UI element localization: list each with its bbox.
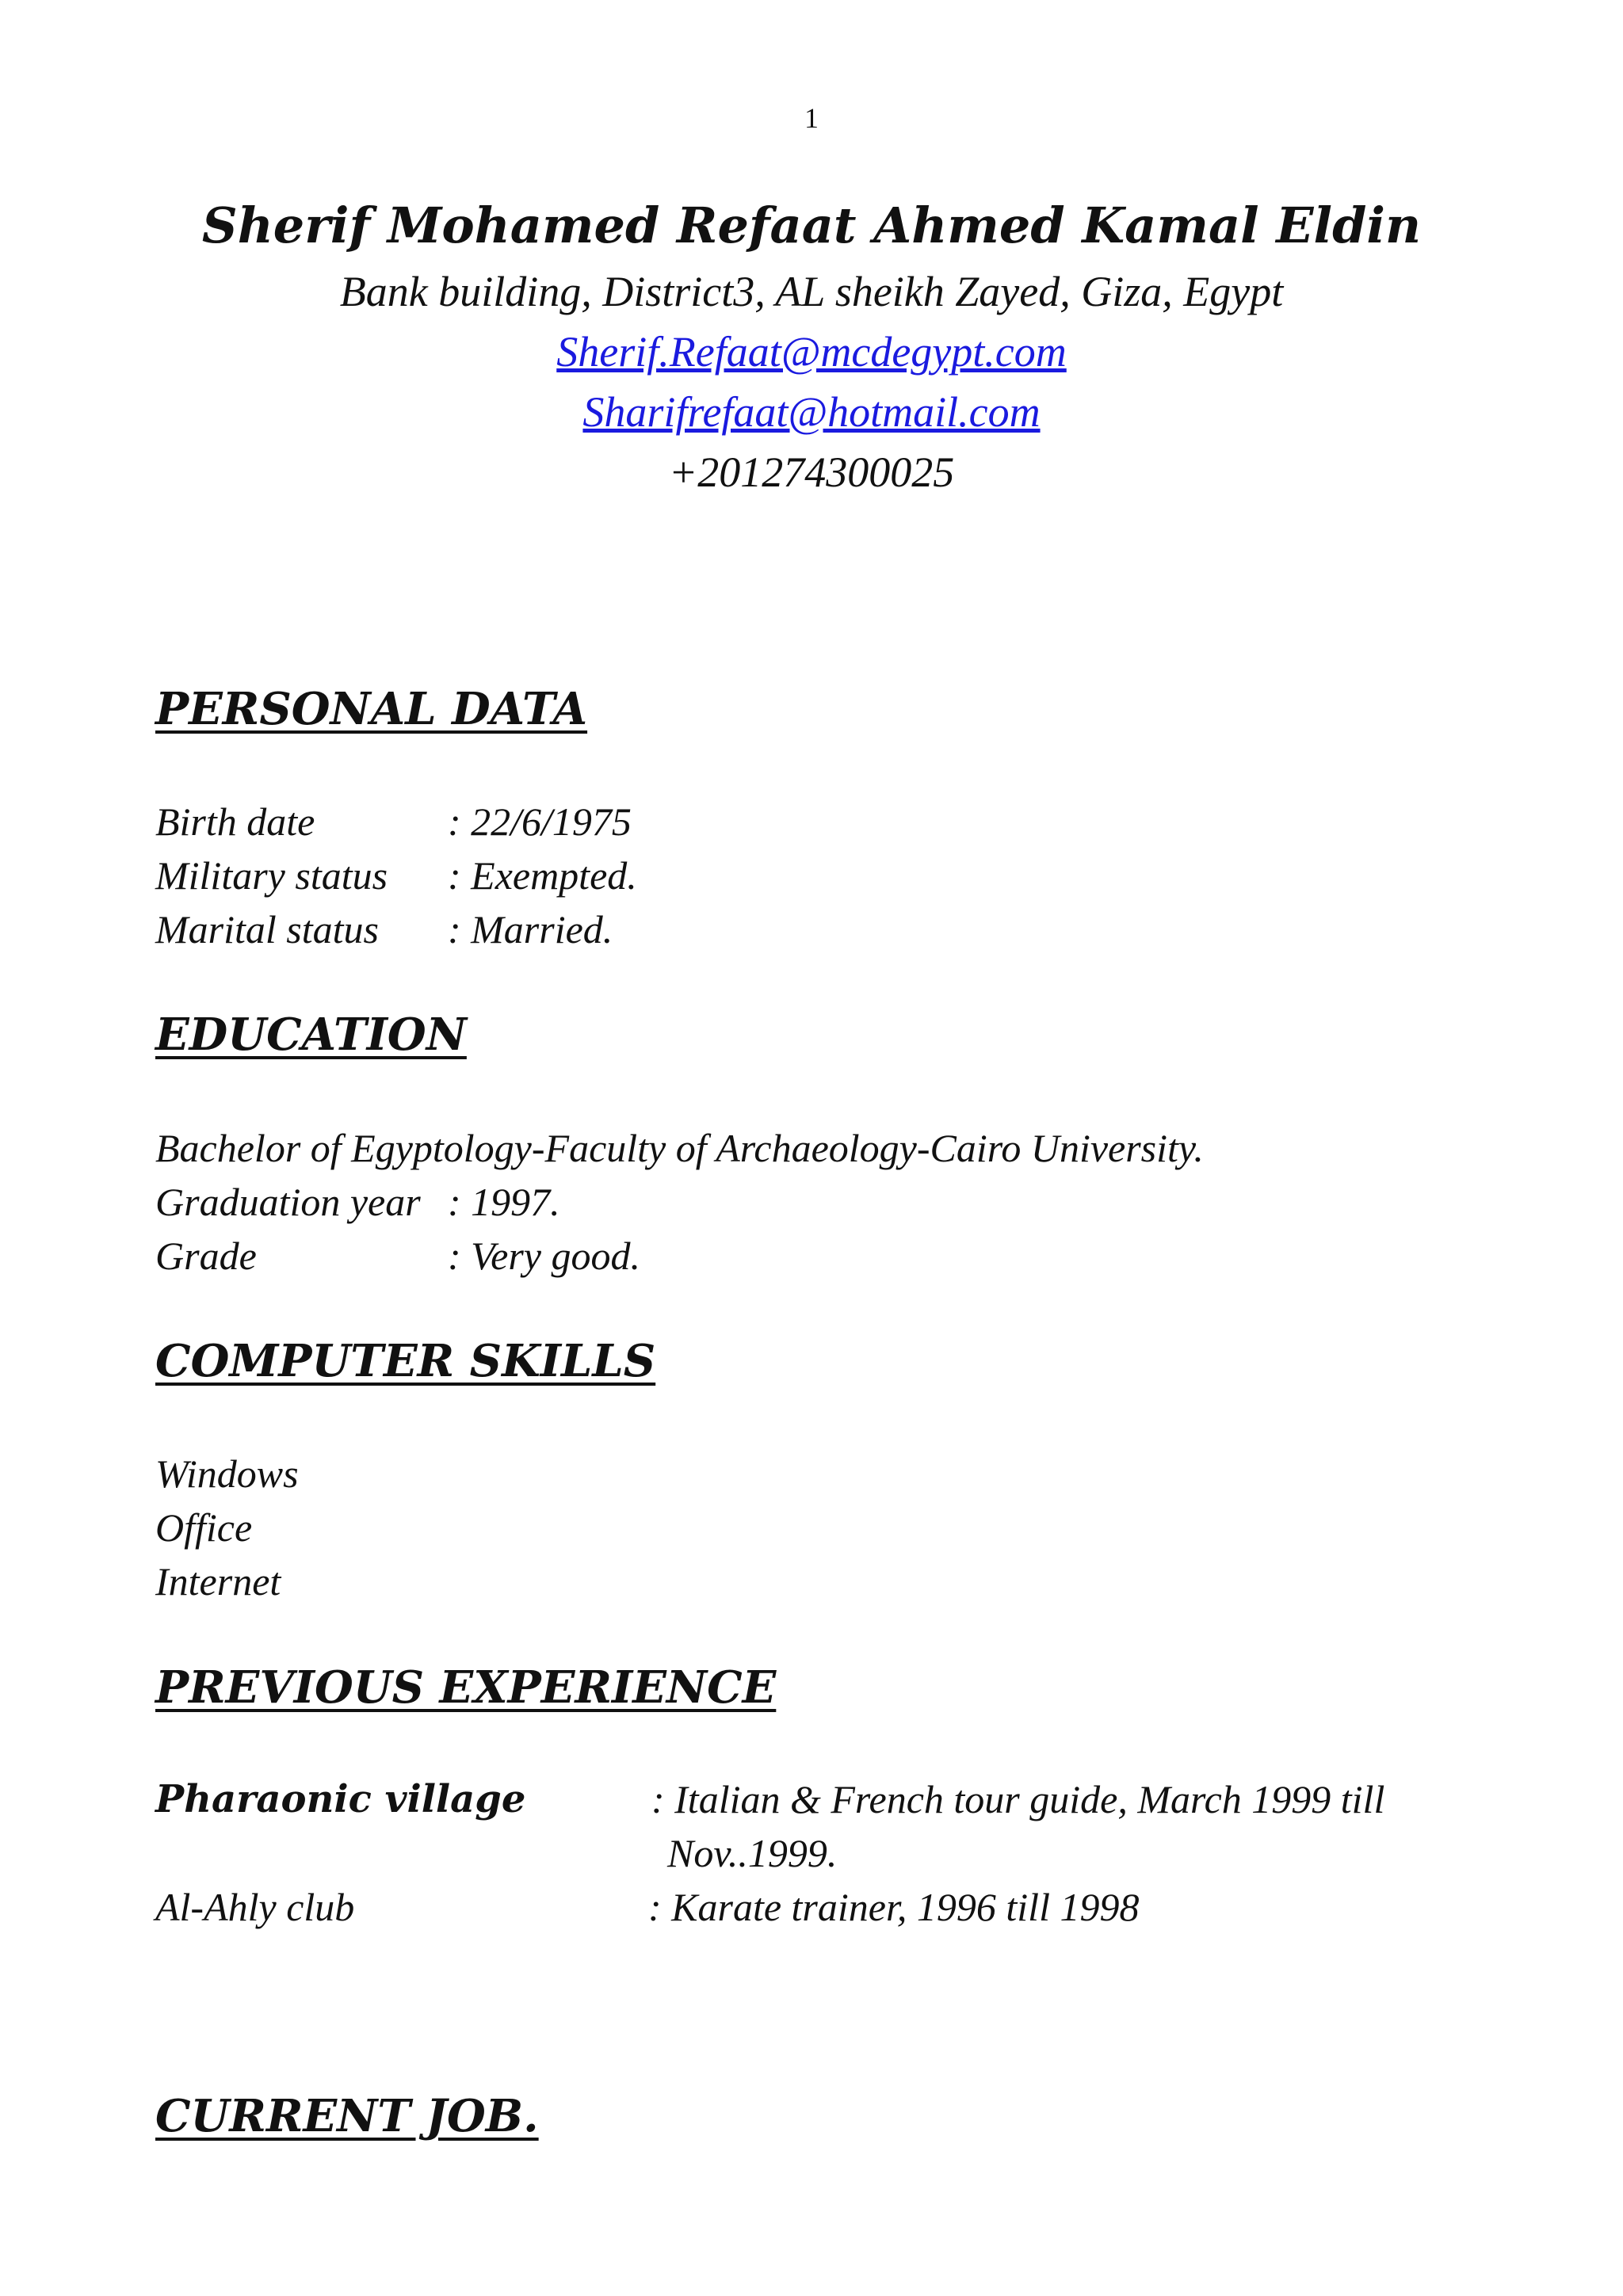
resume-header — [0, 190, 1623, 502]
personal-row-value: : 22/6/1975 — [448, 799, 632, 844]
experience-description: : Italian & French tour guide, March 1999 till — [651, 1777, 1385, 1821]
email-link-work[interactable]: Sherif.Refaat@mcdegypt.com — [556, 328, 1067, 376]
skill-item: Internet — [155, 1559, 281, 1604]
education-row-label: Graduation year — [155, 1180, 421, 1224]
candidate-name: Sherif Mohamed Refaat Ahmed Kamal Eldin — [201, 196, 1422, 254]
personal-row-value: : Married. — [448, 907, 613, 952]
section-heading-computer-skills: COMPUTER SKILLS — [155, 1335, 656, 1387]
section-heading-personal-data: PERSONAL DATA — [155, 683, 588, 735]
section-heading-education: EDUCATION — [155, 1009, 467, 1061]
address: Bank building, District3, AL sheikh Zayed, Giza, Egypt — [339, 268, 1284, 315]
education-row-value: : Very good. — [448, 1234, 640, 1278]
personal-row-value: : Exempted. — [448, 853, 637, 898]
education-row-value: : 1997. — [448, 1180, 560, 1224]
skill-item: Windows — [155, 1451, 299, 1496]
personal-row-label: Birth date — [155, 799, 315, 844]
experience-employer: Pharaonic village — [155, 1777, 526, 1821]
page-number: 1 — [804, 102, 819, 134]
section-heading-current-job: CURRENT JOB. — [155, 2090, 539, 2142]
email-link-personal[interactable]: Sharifrefaat@hotmail.com — [582, 388, 1041, 436]
phone-number: +201274300025 — [668, 448, 955, 496]
experience-employer: Al-Ahly club — [155, 1885, 355, 1929]
experience-description-continued: Nov..1999. — [667, 1831, 838, 1875]
personal-row-label: Marital status — [155, 907, 379, 952]
education-row-label: Grade — [155, 1234, 257, 1278]
education-degree: Bachelor of Egyptology-Faculty of Archaeology-Cairo University. — [155, 1126, 1204, 1170]
personal-row-label: Military status — [155, 853, 388, 898]
experience-description: : Karate trainer, 1996 till 1998 — [648, 1885, 1140, 1929]
section-heading-previous-experience: PREVIOUS EXPERIENCE — [155, 1661, 777, 1714]
skill-item: Office — [155, 1505, 253, 1550]
